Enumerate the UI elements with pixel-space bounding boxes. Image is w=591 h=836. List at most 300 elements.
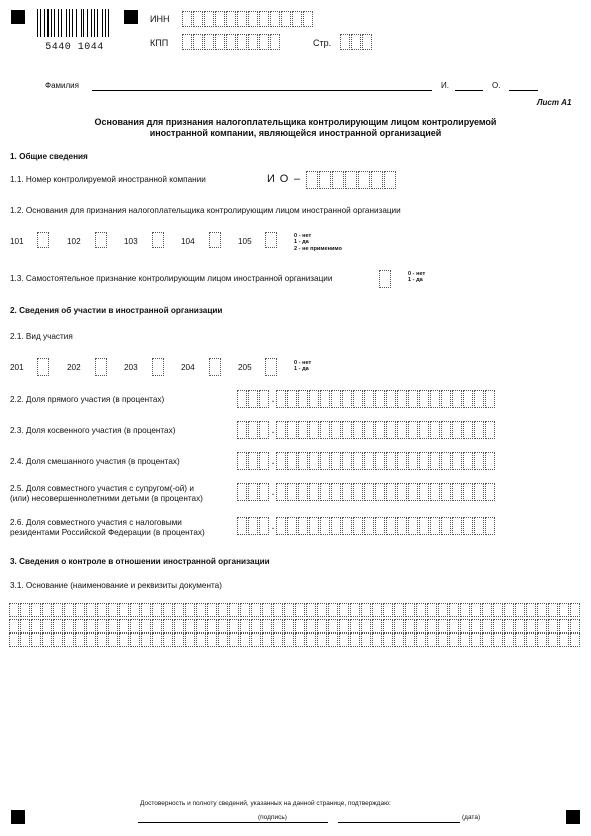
share-spouse-cells[interactable] (237, 483, 496, 501)
input-cell[interactable] (185, 619, 195, 633)
input-cell[interactable] (427, 633, 437, 647)
input-cell[interactable] (273, 603, 283, 617)
input-cell[interactable] (320, 517, 330, 535)
input-cell[interactable] (570, 603, 580, 617)
input-cell[interactable] (319, 171, 331, 189)
input-cell[interactable] (515, 619, 525, 633)
input-cell[interactable] (20, 603, 30, 617)
input-cell[interactable] (342, 421, 352, 439)
input-cell[interactable] (218, 619, 228, 633)
input-cell[interactable] (163, 619, 173, 633)
input-cell[interactable] (493, 603, 503, 617)
input-cell[interactable] (430, 517, 440, 535)
share-mixed-cells[interactable] (237, 452, 496, 470)
input-cell[interactable] (309, 517, 319, 535)
input-cell[interactable] (251, 633, 261, 647)
input-cell[interactable] (416, 619, 426, 633)
input-cell[interactable] (386, 483, 396, 501)
input-cell[interactable] (215, 11, 225, 27)
input-cell[interactable] (262, 633, 272, 647)
input-cell[interactable] (276, 517, 286, 535)
input-cell[interactable] (419, 517, 429, 535)
input-cell[interactable] (281, 11, 291, 27)
input-cell[interactable] (474, 421, 484, 439)
input-cell[interactable] (463, 390, 473, 408)
input-cell[interactable] (309, 452, 319, 470)
input-cell[interactable] (331, 517, 341, 535)
input-cell[interactable] (371, 171, 383, 189)
input-cell[interactable] (570, 619, 580, 633)
input-cell[interactable] (248, 11, 258, 27)
input-cell[interactable] (353, 517, 363, 535)
input-cell[interactable] (86, 603, 96, 617)
code-205-cell[interactable] (265, 358, 278, 376)
code-104-cell[interactable] (209, 232, 222, 248)
input-cell[interactable] (298, 483, 308, 501)
input-cell[interactable] (463, 421, 473, 439)
input-cell[interactable] (185, 603, 195, 617)
input-cell[interactable] (215, 34, 225, 50)
input-cell[interactable] (339, 633, 349, 647)
input-cell[interactable] (207, 603, 217, 617)
input-cell[interactable] (351, 34, 361, 50)
input-cell[interactable] (353, 452, 363, 470)
input-cell[interactable] (248, 34, 258, 50)
code-103-cell[interactable] (152, 232, 165, 248)
input-cell[interactable] (438, 633, 448, 647)
input-cell[interactable] (474, 390, 484, 408)
input-cell[interactable] (548, 603, 558, 617)
input-cell[interactable] (9, 603, 19, 617)
share-indirect-cells[interactable] (237, 421, 496, 439)
kpp-cells[interactable] (182, 34, 281, 50)
input-cell[interactable] (276, 390, 286, 408)
input-cell[interactable] (463, 452, 473, 470)
input-cell[interactable] (419, 483, 429, 501)
input-cell[interactable] (471, 633, 481, 647)
input-cell[interactable] (548, 619, 558, 633)
code-105-cell[interactable] (265, 232, 278, 248)
input-cell[interactable] (372, 603, 382, 617)
input-cell[interactable] (482, 633, 492, 647)
input-cell[interactable] (31, 603, 41, 617)
input-cell[interactable] (463, 517, 473, 535)
input-cell[interactable] (384, 171, 396, 189)
input-cell[interactable] (262, 619, 272, 633)
input-cell[interactable] (97, 619, 107, 633)
input-cell[interactable] (463, 483, 473, 501)
input-cell[interactable] (342, 517, 352, 535)
input-cell[interactable] (259, 483, 269, 501)
input-cell[interactable] (64, 633, 74, 647)
input-cell[interactable] (204, 34, 214, 50)
input-cell[interactable] (386, 517, 396, 535)
input-cell[interactable] (449, 619, 459, 633)
inn-cells[interactable] (182, 11, 314, 27)
input-cell[interactable] (397, 421, 407, 439)
basis-cells-row-3[interactable] (9, 633, 581, 647)
input-cell[interactable] (295, 619, 305, 633)
input-cell[interactable] (471, 603, 481, 617)
input-cell[interactable] (185, 633, 195, 647)
input-cell[interactable] (309, 483, 319, 501)
input-cell[interactable] (331, 390, 341, 408)
input-cell[interactable] (441, 421, 451, 439)
input-cell[interactable] (163, 603, 173, 617)
input-cell[interactable] (405, 633, 415, 647)
input-cell[interactable] (287, 421, 297, 439)
input-cell[interactable] (196, 633, 206, 647)
input-cell[interactable] (86, 633, 96, 647)
input-cell[interactable] (383, 619, 393, 633)
input-cell[interactable] (364, 483, 374, 501)
input-cell[interactable] (375, 517, 385, 535)
input-cell[interactable] (248, 517, 258, 535)
input-cell[interactable] (350, 619, 360, 633)
input-cell[interactable] (292, 11, 302, 27)
input-cell[interactable] (317, 603, 327, 617)
date-field[interactable] (338, 822, 460, 823)
input-cell[interactable] (331, 483, 341, 501)
input-cell[interactable] (251, 603, 261, 617)
input-cell[interactable] (309, 421, 319, 439)
input-cell[interactable] (97, 633, 107, 647)
input-cell[interactable] (193, 11, 203, 27)
input-cell[interactable] (353, 483, 363, 501)
input-cell[interactable] (298, 452, 308, 470)
input-cell[interactable] (237, 483, 247, 501)
input-cell[interactable] (438, 603, 448, 617)
basis-cells-row-2[interactable] (9, 619, 581, 633)
input-cell[interactable] (226, 34, 236, 50)
input-cell[interactable] (441, 517, 451, 535)
input-cell[interactable] (64, 603, 74, 617)
input-cell[interactable] (504, 603, 514, 617)
input-cell[interactable] (251, 619, 261, 633)
input-cell[interactable] (485, 483, 495, 501)
input-cell[interactable] (358, 171, 370, 189)
input-cell[interactable] (42, 619, 52, 633)
page-number-cells[interactable] (340, 34, 373, 50)
input-cell[interactable] (152, 633, 162, 647)
input-cell[interactable] (259, 517, 269, 535)
input-cell[interactable] (108, 619, 118, 633)
code-201-cell[interactable] (37, 358, 50, 376)
input-cell[interactable] (485, 421, 495, 439)
input-cell[interactable] (372, 633, 382, 647)
input-cell[interactable] (416, 633, 426, 647)
input-cell[interactable] (108, 633, 118, 647)
input-cell[interactable] (229, 633, 239, 647)
input-cell[interactable] (548, 633, 558, 647)
input-cell[interactable] (240, 633, 250, 647)
input-cell[interactable] (452, 390, 462, 408)
initial-i-field[interactable] (455, 90, 483, 91)
input-cell[interactable] (119, 633, 129, 647)
input-cell[interactable] (141, 619, 151, 633)
input-cell[interactable] (474, 517, 484, 535)
input-cell[interactable] (537, 603, 547, 617)
input-cell[interactable] (141, 603, 151, 617)
input-cell[interactable] (394, 619, 404, 633)
input-cell[interactable] (218, 633, 228, 647)
input-cell[interactable] (320, 421, 330, 439)
input-cell[interactable] (375, 421, 385, 439)
input-cell[interactable] (53, 603, 63, 617)
input-cell[interactable] (273, 633, 283, 647)
input-cell[interactable] (537, 619, 547, 633)
input-cell[interactable] (75, 603, 85, 617)
input-cell[interactable] (342, 452, 352, 470)
input-cell[interactable] (397, 390, 407, 408)
input-cell[interactable] (248, 452, 258, 470)
input-cell[interactable] (405, 619, 415, 633)
input-cell[interactable] (298, 517, 308, 535)
input-cell[interactable] (86, 619, 96, 633)
input-cell[interactable] (361, 603, 371, 617)
input-cell[interactable] (361, 619, 371, 633)
input-cell[interactable] (482, 619, 492, 633)
input-cell[interactable] (474, 483, 484, 501)
input-cell[interactable] (163, 633, 173, 647)
basis-cells-row-1[interactable] (9, 603, 581, 617)
input-cell[interactable] (328, 633, 338, 647)
input-cell[interactable] (526, 603, 536, 617)
input-cell[interactable] (526, 633, 536, 647)
input-cell[interactable] (331, 421, 341, 439)
input-cell[interactable] (152, 603, 162, 617)
input-cell[interactable] (174, 603, 184, 617)
input-cell[interactable] (460, 633, 470, 647)
input-cell[interactable] (31, 633, 41, 647)
share-residents-cells[interactable] (237, 517, 496, 535)
input-cell[interactable] (485, 390, 495, 408)
input-cell[interactable] (287, 390, 297, 408)
input-cell[interactable] (295, 633, 305, 647)
input-cell[interactable] (504, 633, 514, 647)
input-cell[interactable] (375, 452, 385, 470)
input-cell[interactable] (408, 390, 418, 408)
input-cell[interactable] (248, 483, 258, 501)
input-cell[interactable] (284, 633, 294, 647)
input-cell[interactable] (182, 34, 192, 50)
code-204-cell[interactable] (209, 358, 222, 376)
input-cell[interactable] (108, 603, 118, 617)
input-cell[interactable] (419, 421, 429, 439)
input-cell[interactable] (526, 619, 536, 633)
input-cell[interactable] (306, 619, 316, 633)
input-cell[interactable] (441, 452, 451, 470)
input-cell[interactable] (332, 171, 344, 189)
input-cell[interactable] (449, 633, 459, 647)
input-cell[interactable] (416, 603, 426, 617)
code-203-cell[interactable] (152, 358, 165, 376)
input-cell[interactable] (452, 483, 462, 501)
input-cell[interactable] (340, 34, 350, 50)
input-cell[interactable] (485, 452, 495, 470)
input-cell[interactable] (342, 483, 352, 501)
input-cell[interactable] (309, 390, 319, 408)
input-cell[interactable] (493, 633, 503, 647)
input-cell[interactable] (298, 390, 308, 408)
input-cell[interactable] (196, 619, 206, 633)
input-cell[interactable] (276, 452, 286, 470)
input-cell[interactable] (20, 619, 30, 633)
code-102-cell[interactable] (95, 232, 108, 248)
input-cell[interactable] (570, 633, 580, 647)
input-cell[interactable] (405, 603, 415, 617)
input-cell[interactable] (53, 619, 63, 633)
input-cell[interactable] (218, 603, 228, 617)
input-cell[interactable] (353, 421, 363, 439)
input-cell[interactable] (229, 603, 239, 617)
input-cell[interactable] (504, 619, 514, 633)
input-cell[interactable] (42, 633, 52, 647)
input-cell[interactable] (383, 603, 393, 617)
input-cell[interactable] (537, 633, 547, 647)
input-cell[interactable] (193, 34, 203, 50)
input-cell[interactable] (284, 619, 294, 633)
input-cell[interactable] (31, 619, 41, 633)
input-cell[interactable] (361, 633, 371, 647)
input-cell[interactable] (204, 11, 214, 27)
code-202-cell[interactable] (95, 358, 108, 376)
input-cell[interactable] (248, 390, 258, 408)
input-cell[interactable] (427, 619, 437, 633)
input-cell[interactable] (364, 421, 374, 439)
input-cell[interactable] (303, 11, 313, 27)
input-cell[interactable] (362, 34, 372, 50)
input-cell[interactable] (345, 171, 357, 189)
input-cell[interactable] (207, 633, 217, 647)
input-cell[interactable] (460, 603, 470, 617)
input-cell[interactable] (20, 633, 30, 647)
input-cell[interactable] (452, 517, 462, 535)
input-cell[interactable] (430, 452, 440, 470)
input-cell[interactable] (353, 390, 363, 408)
input-cell[interactable] (262, 603, 272, 617)
surname-field[interactable] (92, 90, 432, 91)
input-cell[interactable] (364, 452, 374, 470)
input-cell[interactable] (408, 517, 418, 535)
input-cell[interactable] (130, 619, 140, 633)
input-cell[interactable] (237, 421, 247, 439)
input-cell[interactable] (386, 421, 396, 439)
input-cell[interactable] (141, 633, 151, 647)
self-recognition-cell[interactable] (379, 270, 392, 288)
code-101-cell[interactable] (37, 232, 50, 248)
input-cell[interactable] (196, 603, 206, 617)
input-cell[interactable] (342, 390, 352, 408)
input-cell[interactable] (298, 421, 308, 439)
input-cell[interactable] (237, 34, 247, 50)
input-cell[interactable] (226, 11, 236, 27)
input-cell[interactable] (474, 452, 484, 470)
input-cell[interactable] (248, 421, 258, 439)
input-cell[interactable] (339, 619, 349, 633)
input-cell[interactable] (284, 603, 294, 617)
input-cell[interactable] (441, 483, 451, 501)
input-cell[interactable] (174, 619, 184, 633)
input-cell[interactable] (259, 421, 269, 439)
share-direct-cells[interactable] (237, 390, 496, 408)
input-cell[interactable] (430, 390, 440, 408)
input-cell[interactable] (75, 633, 85, 647)
input-cell[interactable] (485, 517, 495, 535)
input-cell[interactable] (328, 603, 338, 617)
input-cell[interactable] (64, 619, 74, 633)
input-cell[interactable] (53, 633, 63, 647)
input-cell[interactable] (438, 619, 448, 633)
input-cell[interactable] (270, 34, 280, 50)
input-cell[interactable] (237, 452, 247, 470)
input-cell[interactable] (394, 603, 404, 617)
input-cell[interactable] (237, 390, 247, 408)
input-cell[interactable] (287, 452, 297, 470)
input-cell[interactable] (306, 603, 316, 617)
input-cell[interactable] (559, 633, 569, 647)
input-cell[interactable] (259, 390, 269, 408)
input-cell[interactable] (460, 619, 470, 633)
input-cell[interactable] (9, 633, 19, 647)
input-cell[interactable] (452, 421, 462, 439)
input-cell[interactable] (449, 603, 459, 617)
input-cell[interactable] (408, 483, 418, 501)
input-cell[interactable] (237, 11, 247, 27)
input-cell[interactable] (471, 619, 481, 633)
input-cell[interactable] (240, 603, 250, 617)
input-cell[interactable] (339, 603, 349, 617)
input-cell[interactable] (515, 633, 525, 647)
input-cell[interactable] (430, 421, 440, 439)
input-cell[interactable] (130, 633, 140, 647)
input-cell[interactable] (375, 483, 385, 501)
input-cell[interactable] (350, 603, 360, 617)
input-cell[interactable] (386, 452, 396, 470)
input-cell[interactable] (119, 619, 129, 633)
input-cell[interactable] (295, 603, 305, 617)
input-cell[interactable] (427, 603, 437, 617)
input-cell[interactable] (240, 619, 250, 633)
input-cell[interactable] (331, 452, 341, 470)
company-number-cells[interactable] (306, 171, 397, 189)
input-cell[interactable] (350, 633, 360, 647)
initial-o-field[interactable] (509, 90, 538, 91)
input-cell[interactable] (383, 633, 393, 647)
input-cell[interactable] (119, 603, 129, 617)
input-cell[interactable] (306, 171, 318, 189)
input-cell[interactable] (270, 11, 280, 27)
input-cell[interactable] (364, 390, 374, 408)
input-cell[interactable] (306, 633, 316, 647)
input-cell[interactable] (408, 421, 418, 439)
signature-field[interactable] (138, 822, 328, 823)
input-cell[interactable] (419, 452, 429, 470)
input-cell[interactable] (174, 633, 184, 647)
input-cell[interactable] (452, 452, 462, 470)
input-cell[interactable] (276, 421, 286, 439)
input-cell[interactable] (207, 619, 217, 633)
input-cell[interactable] (419, 390, 429, 408)
input-cell[interactable] (364, 517, 374, 535)
input-cell[interactable] (430, 483, 440, 501)
input-cell[interactable] (515, 603, 525, 617)
input-cell[interactable] (375, 390, 385, 408)
input-cell[interactable] (320, 452, 330, 470)
input-cell[interactable] (320, 483, 330, 501)
input-cell[interactable] (317, 633, 327, 647)
input-cell[interactable] (130, 603, 140, 617)
